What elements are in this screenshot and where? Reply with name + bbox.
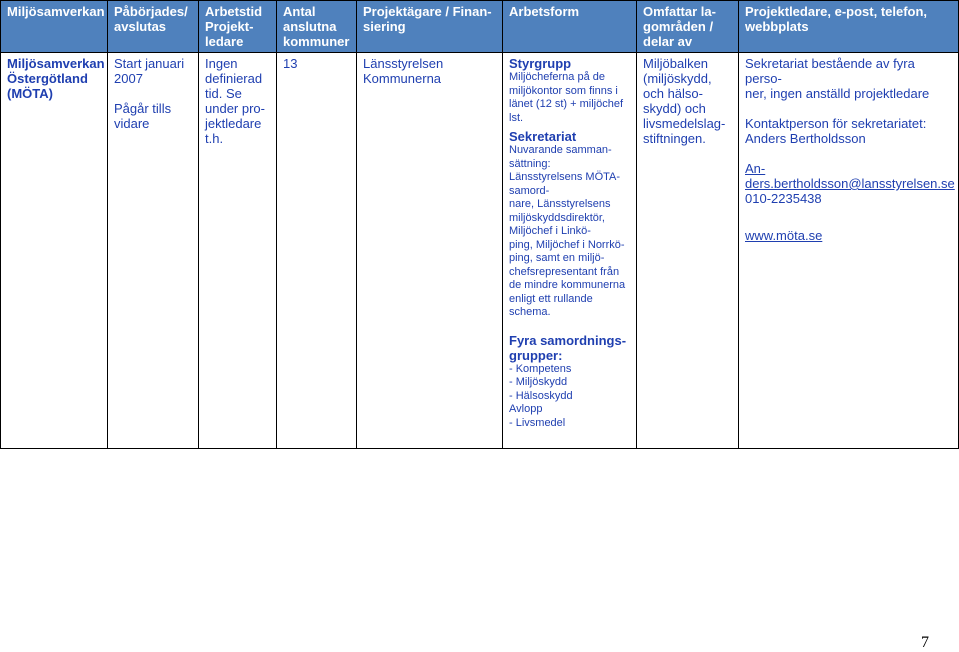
cell-workform: [503, 53, 637, 449]
steering-group-title: Styrgrupp: [509, 56, 572, 71]
cell-owner: [357, 53, 503, 449]
secretariat-text: Nuvarande samman- sättning: Länsstyrelsens MÖTA- samord- nare, Länsstyrelsens miljöskyddsdirektör, Miljöchef i Linkö- ping, Miljöchef i Norrkö- ping, samt en miljö- chefsrepresentant från de mindre kommunerna enligt ett rullande schema.: [509, 144, 626, 318]
email-link[interactable]: An- ders.bertholdsson@lansstyrelsen.se: [745, 161, 955, 191]
cell-worktime: [199, 53, 277, 449]
municipality-count: 13: [283, 56, 298, 71]
secretariat-title: Sekretariat: [509, 129, 577, 144]
phone-number: 010-2235438: [745, 191, 822, 206]
header-cell: Miljösamverkan: [1, 1, 108, 53]
worktime-text: Ingen definierad tid. Se under pro- jektledare t.h.: [205, 56, 265, 146]
status-text: Pågår tills vidare: [114, 101, 172, 131]
page-number: 7: [921, 634, 929, 651]
owner-text: Länsstyrelsen Kommunerna: [363, 56, 444, 86]
cell-name: [1, 53, 108, 449]
cell-scope: [637, 53, 739, 449]
scope-text: Miljöbalken (miljöskydd, och hälso- skydd) och livsmedelslag- stiftningen.: [643, 56, 726, 146]
header-cell: Antal anslutna kommuner: [277, 1, 357, 53]
contact-person: Kontaktperson för sekretariatet: Anders Bertholdsson: [745, 116, 927, 146]
website-link[interactable]: www.möta.se: [745, 228, 823, 243]
cell-period: [108, 53, 199, 449]
header-cell: Påbörjades/ avslutas: [108, 1, 199, 53]
coordination-groups-list: - Kompetens - Miljöskydd - Hälsoskydd Avlopp - Livsmedel: [509, 362, 573, 429]
header-cell: Arbetstid Projekt-ledare: [199, 1, 277, 53]
header-cell: Projektledare, e-post, telefon, webbplats: [739, 1, 959, 53]
header-cell: Arbetsform: [503, 1, 637, 53]
header-row: [1, 1, 959, 53]
project-name: Miljösamverkan Östergötland (MÖTA): [7, 56, 105, 101]
table-row: [1, 53, 959, 449]
header-cell: Projektägare / Finan-siering: [357, 1, 503, 53]
header-cell: Omfattar la-gområden / delar av: [637, 1, 739, 53]
cell-contact: [739, 53, 959, 449]
cell-count: [277, 53, 357, 449]
period-text: Start januari 2007: [114, 56, 185, 86]
steering-group-text: Miljöcheferna på de miljökontor som finns i länet (12 st) + miljöchef lst.: [509, 71, 624, 124]
contact-description: Sekretariat bestående av fyra perso- ner, ingen anställd projektledare: [745, 56, 930, 101]
coordination-groups-title: Fyra samordnings- grupper:: [509, 332, 627, 363]
